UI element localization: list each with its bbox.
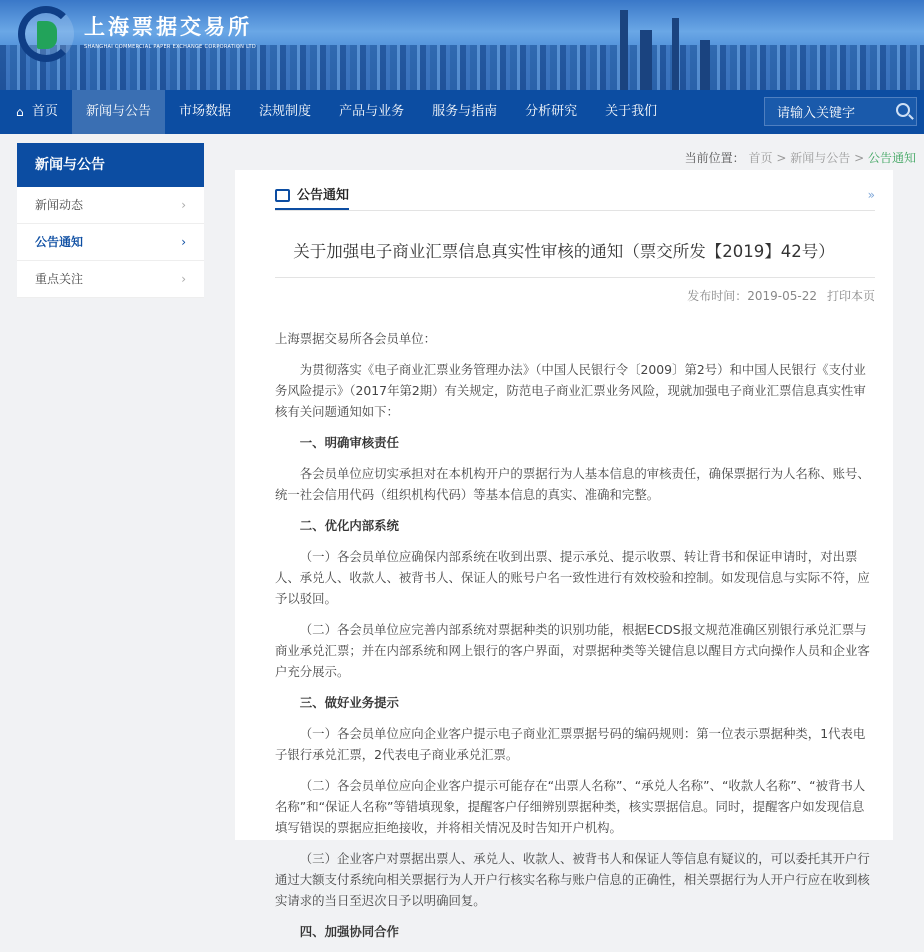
print-button[interactable]: 打印本页 (826, 289, 875, 303)
publish-date: 发布时间：2019-05-22 (687, 289, 817, 303)
nav-label: 首页 (32, 104, 59, 119)
salutation: 上海票据交易所各会员单位： (275, 331, 437, 346)
sidebar-item-news[interactable] (17, 187, 204, 224)
breadcrumb (685, 149, 916, 166)
paragraph: 各会员单位应切实承担对在本机构开户的票据行为人基本信息的审核责任，确保票据行为人名称、账号、统一社会信用代码（组织机构代码）等基本信息的真实、准确和完整。 (275, 466, 870, 502)
skyline-tower (620, 10, 628, 90)
nav-regulations[interactable]: 法规制度 (259, 104, 312, 119)
heading: 四、加强协同合作 (299, 924, 399, 939)
skyline-tower (640, 30, 652, 90)
paragraph: （三）企业客户对票据出票人、承兑人、收款人、被背书人和保证人等信息有疑议的，可以委托其开户行通过大额支付系统向相关票据行为人开户行核实名称与账户信息的正确性，相关票据行为人开户行应在收到核实请求的当日至迟次日予以明确回复。 (275, 851, 870, 908)
nav-about[interactable]: 关于我们 (605, 104, 658, 119)
paragraph: 为贯彻落实《电子商业汇票业务管理办法》（中国人民银行令〔2009〕第2号）和中国人民银行《支付业务风险提示》（2017年第2期）有关规定，防范电子商业汇票业务风险，现就加强电子商业汇票信息真实性审核有关问题通知如下： (275, 362, 866, 419)
section-title (275, 186, 349, 210)
nav-news[interactable]: 新闻与公告 (72, 90, 165, 134)
chevron-right-icon: › (181, 198, 186, 212)
nav-services[interactable]: 服务与指南 (432, 104, 498, 119)
paragraph: （二）各会员单位应完善内部系统对票据种类的识别功能，根据ECDS报文规范准确区别银行承兑汇票与商业承兑汇票；并在内部系统和网上银行的客户界面，对票据种类等关键信息以醒目方式向操作人员和企业客户充分展示。 (275, 622, 870, 679)
heading: 二、优化内部系统 (299, 518, 399, 533)
divider (275, 277, 875, 278)
main-nav (0, 90, 924, 134)
sidebar-title: 新闻与公告 (17, 143, 204, 187)
breadcrumb-label: 当前位置： (684, 151, 745, 165)
search-input[interactable] (764, 97, 917, 126)
skyline-tower (672, 18, 679, 90)
header-banner (0, 0, 924, 90)
breadcrumb-sep: > (854, 151, 865, 165)
breadcrumb-news[interactable]: 新闻与公告 (790, 151, 851, 165)
city-skyline (0, 45, 924, 90)
skyline-tower (700, 40, 710, 90)
nav-market-data[interactable]: 市场数据 (179, 104, 232, 119)
heading: 三、做好业务提示 (299, 695, 399, 710)
home-icon: ⌂ (16, 105, 24, 119)
nav-home[interactable] (0, 90, 72, 134)
chevron-right-icon: › (181, 272, 186, 286)
sidebar (17, 143, 204, 298)
article-title: 关于加强电子商业汇票信息真实性审核的通知（票交所发【2019】42号） (293, 242, 835, 261)
logo-icon[interactable] (18, 6, 74, 62)
article-meta (687, 288, 875, 304)
nav-products[interactable]: 产品与业务 (339, 104, 405, 119)
more-icon[interactable]: » (867, 188, 875, 202)
nav-research[interactable]: 分析研究 (525, 104, 578, 119)
chevron-right-icon: › (181, 235, 186, 249)
breadcrumb-current[interactable]: 公告通知 (867, 151, 916, 165)
search-placeholder: 请输入关键字 (777, 106, 856, 121)
section-title-text: 公告通知 (297, 188, 350, 203)
brand-name: 上海票据交易所 (84, 15, 252, 39)
breadcrumb-sep: > (776, 151, 787, 165)
brand-english: SHANGHAI COMMERCIAL PAPER EXCHANGE CORPORATION LTD (84, 44, 256, 50)
paragraph: （二）各会员单位应向企业客户提示可能存在“出票人名称”、“承兑人名称”、“收款人名称”、“被背书人名称”和“保证人名称”等错填现象，提醒客户仔细辨别票据种类，核实票据信息。同时，提醒客户如发现信息填写错误的票据应拒绝接收，并将相关情况及时告知开户机构。 (275, 778, 866, 835)
sidebar-item-notices[interactable] (17, 224, 204, 261)
sidebar-item-label: 新闻动态 (35, 198, 84, 212)
article-body (275, 328, 875, 952)
search-icon[interactable] (896, 103, 910, 117)
article-card (235, 170, 893, 939)
breadcrumb-home[interactable]: 首页 (748, 151, 773, 165)
sidebar-item-label: 公告通知 (35, 235, 84, 249)
sidebar-item-focus[interactable] (17, 261, 204, 298)
paragraph: （一）各会员单位应向企业客户提示电子商业汇票票据号码的编码规则：第一位表示票据种类，1代表电子银行承兑汇票，2代表电子商业承兑汇票。 (275, 726, 866, 762)
section-header (275, 186, 875, 211)
heading: 一、明确审核责任 (299, 435, 399, 450)
notice-icon (275, 189, 290, 202)
sidebar-item-label: 重点关注 (35, 272, 84, 286)
paragraph: （一）各会员单位应确保内部系统在收到出票、提示承兑、提示收票、转让背书和保证申请时，对出票人、承兑人、收款人、被背书人、保证人的账号户名一致性进行有效校验和控制。如发现信息与实际不符，应予以驳回。 (275, 549, 870, 606)
